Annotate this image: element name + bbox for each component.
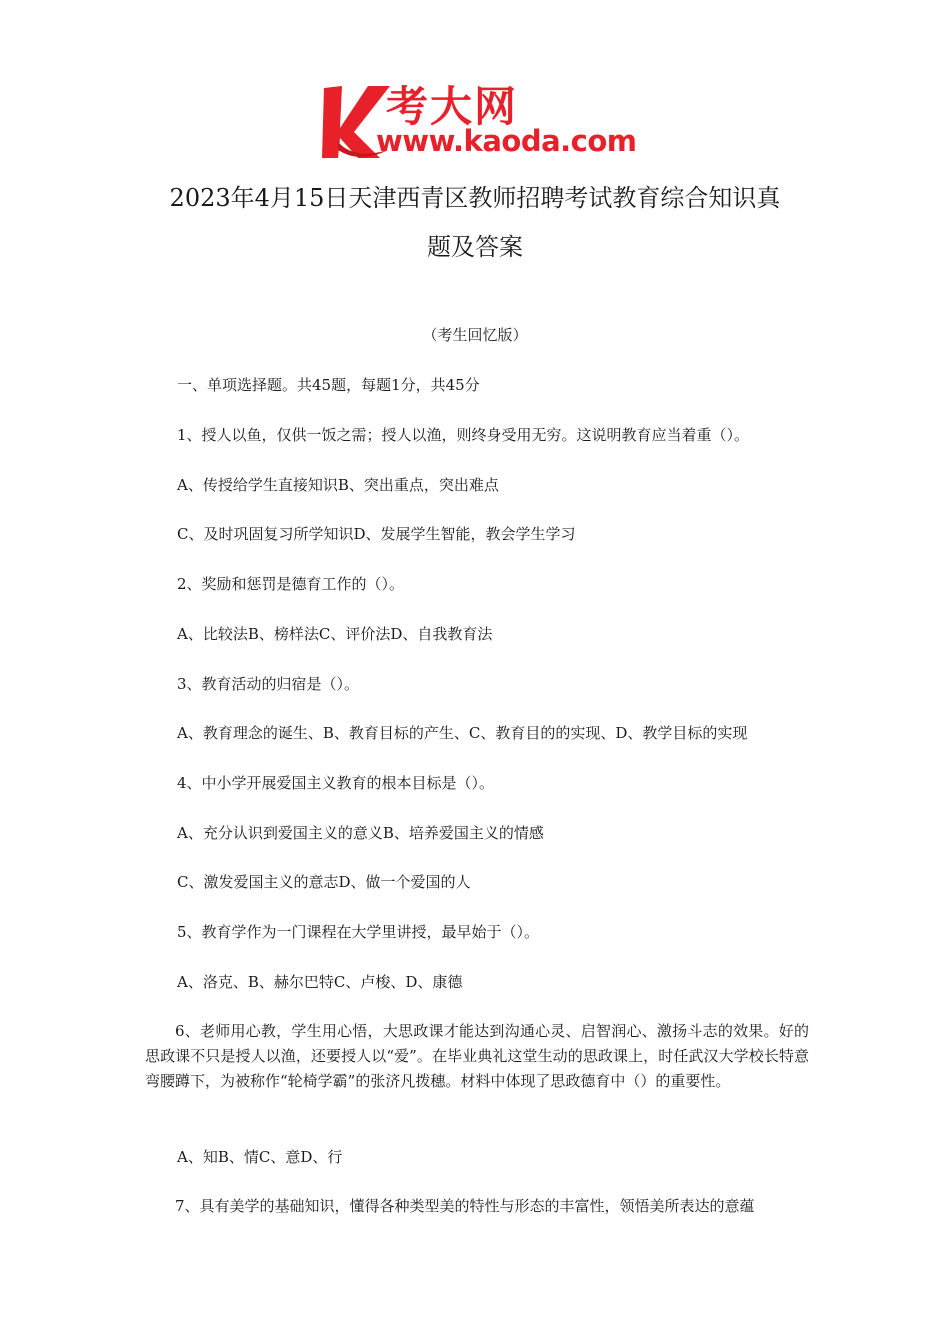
question-5-options: A、洛克、B、赫尔巴特C、卢梭、D、康德 [177, 973, 463, 991]
kaoda-logo [318, 80, 640, 160]
question-3-options: A、教育理念的诞生、B、教育目标的产生、C、教育目的的实现、D、教学目标的实现 [177, 724, 748, 742]
section-heading: 一、单项选择题。共45题，每题1分，共45分 [177, 376, 480, 394]
question-7-stem: 7、具有美学的基础知识，懂得各种类型美的特性与形态的丰富性，领悟美所表达的意蕴 [175, 1197, 755, 1215]
question-6-stem: 6、老师用心教，学生用心悟，大思政课才能达到沟通心灵、启智润心、激扬斗志的效果。好的思政课不只是授人以渔，还要授人以“爱”。在毕业典礼这堂生动的思政课上，时任武汉大学校长特意弯腰蹲下，为被称作“轮椅学霸”的张济凡拨穗。材料中体现了思政德育中（）的重要性。 [145, 1022, 809, 1090]
question-3-stem: 3、教育活动的归宿是（）。 [177, 675, 360, 693]
logo-url-text: www.kaoda.com [376, 124, 637, 158]
doc-title-line-1: 2023年4月15日天津西青区教师招聘考试教育综合知识真 [169, 184, 781, 212]
question-4-stem: 4、中小学开展爱国主义教育的根本目标是（）。 [177, 774, 495, 792]
question-2-stem: 2、奖励和惩罚是德育工作的（）。 [177, 575, 405, 593]
doc-subtitle: （考生回忆版） [422, 326, 528, 344]
question-4-option-line-1: A、充分认识到爱国主义的意义B、培养爱国主义的情感 [177, 824, 544, 842]
question-6-options: A、知B、情C、意D、行 [177, 1148, 343, 1166]
question-5-stem: 5、教育学作为一门课程在大学里讲授，最早始于（）。 [177, 923, 540, 941]
question-2-options: A、比较法B、榜样法C、评价法D、自我教育法 [177, 625, 493, 643]
doc-title-line-2: 题及答案 [427, 233, 523, 261]
question-1-option-line-2: C、及时巩固复习所学知识D、发展学生智能，教会学生学习 [177, 525, 576, 543]
question-1-stem: 1、授人以鱼，仅供一饭之需；授人以渔，则终身受用无穷。这说明教育应当着重（）。 [177, 426, 750, 444]
question-1-option-line-1: A、传授给学生直接知识B、突出重点，突出难点 [177, 476, 499, 494]
question-4-option-line-2: C、激发爱国主义的意志D、做一个爱国的人 [177, 873, 471, 891]
logo-brand-text: 考大网 [386, 82, 519, 131]
